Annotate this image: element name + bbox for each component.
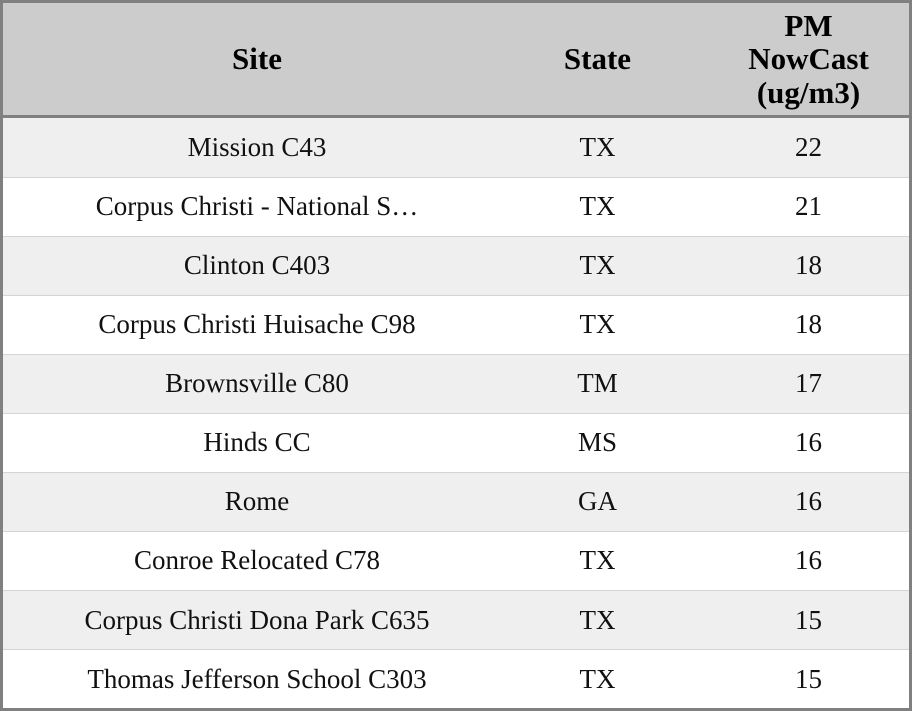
column-header-pm-line-1: PM bbox=[784, 8, 833, 43]
table-row bbox=[3, 177, 912, 236]
cell-site: Hinds CC bbox=[3, 413, 511, 472]
cell-pm: 15 bbox=[795, 663, 822, 694]
cell-site: Thomas Jefferson School C303 bbox=[87, 663, 427, 694]
cell-state: TX bbox=[579, 663, 616, 694]
table-row bbox=[3, 413, 912, 472]
cell-state: TM bbox=[511, 354, 684, 413]
table-header bbox=[3, 3, 912, 117]
cell-pm: 17 bbox=[684, 354, 912, 413]
table-row bbox=[3, 591, 912, 650]
column-header-site: Site bbox=[3, 3, 511, 117]
cell-state: GA bbox=[511, 472, 684, 531]
column-header-pm-line-2: NowCast bbox=[748, 41, 869, 77]
cell-pm: 16 bbox=[684, 472, 912, 531]
cell-site: Mission C43 bbox=[3, 117, 511, 177]
cell-state: TX bbox=[511, 117, 684, 177]
cell-site: Conroe Relocated C78 bbox=[3, 531, 511, 590]
cell-pm: 16 bbox=[684, 531, 912, 590]
cell-state: TX bbox=[511, 177, 684, 236]
cell-state: TX bbox=[511, 295, 684, 354]
cell-state: TX bbox=[511, 591, 684, 650]
table-row bbox=[3, 117, 912, 177]
cell-site: Brownsville C80 bbox=[3, 354, 511, 413]
cell-pm: 16 bbox=[684, 413, 912, 472]
table-row bbox=[3, 295, 912, 354]
cell-state: MS bbox=[511, 413, 684, 472]
table-row bbox=[3, 472, 912, 531]
cell-site: Clinton C403 bbox=[3, 236, 511, 295]
cell-pm: 22 bbox=[684, 117, 912, 177]
column-header-pm-nowcast bbox=[684, 3, 912, 117]
cell-pm: 18 bbox=[684, 295, 912, 354]
table-header-row bbox=[3, 3, 912, 117]
column-header-state: State bbox=[511, 3, 684, 117]
table-row bbox=[3, 531, 912, 590]
cell-state: TX bbox=[511, 236, 684, 295]
cell-site: Corpus Christi Huisache C98 bbox=[3, 295, 511, 354]
cell-site: Corpus Christi - National S… bbox=[3, 177, 511, 236]
cell-pm: 21 bbox=[684, 177, 912, 236]
table-row bbox=[3, 354, 912, 413]
cell-site: Corpus Christi Dona Park C635 bbox=[3, 591, 511, 650]
table-row bbox=[3, 236, 912, 295]
cell-site: Rome bbox=[3, 472, 511, 531]
cell-state: TX bbox=[511, 531, 684, 590]
table-body bbox=[3, 117, 912, 708]
air-quality-table bbox=[3, 3, 912, 708]
table-row bbox=[3, 650, 912, 708]
column-header-pm-line-3: (ug/m3) bbox=[756, 74, 861, 110]
cell-pm: 18 bbox=[684, 236, 912, 295]
cell-pm: 15 bbox=[684, 591, 912, 650]
